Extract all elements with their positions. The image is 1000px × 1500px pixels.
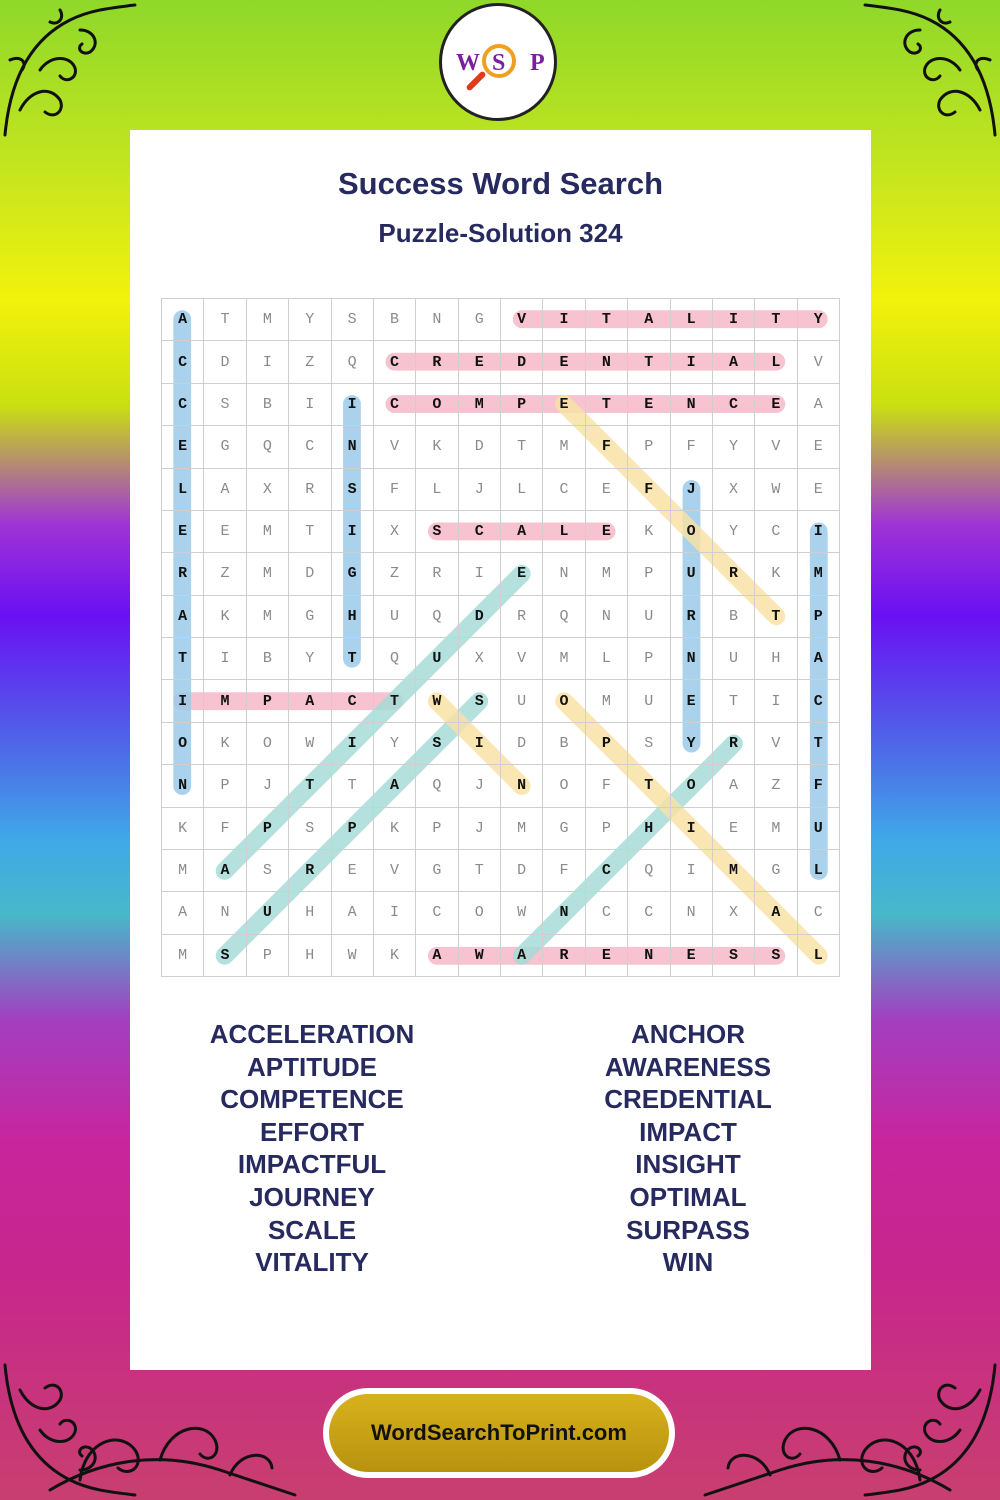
grid-cell: A	[204, 469, 246, 511]
grid-cell: Q	[416, 596, 458, 638]
grid-cell: Z	[204, 553, 246, 595]
grid-cell: S	[459, 680, 501, 722]
grid-cell: I	[332, 723, 374, 765]
grid-cell: D	[459, 426, 501, 468]
grid-cell: A	[798, 384, 840, 426]
grid-cell: A	[162, 299, 204, 341]
grid-cell: C	[459, 511, 501, 553]
grid-cell: S	[713, 935, 755, 977]
grid-cell: R	[713, 553, 755, 595]
grid-cell: H	[289, 892, 331, 934]
grid-cell: Y	[798, 299, 840, 341]
grid-cell: Y	[289, 299, 331, 341]
grid-cell: D	[204, 341, 246, 383]
word-list-item: COMPETENCE	[220, 1084, 404, 1115]
grid-cell: J	[671, 469, 713, 511]
grid-cell: V	[374, 426, 416, 468]
grid-cell: P	[416, 808, 458, 850]
grid-cell: X	[713, 469, 755, 511]
grid-cell: E	[755, 384, 797, 426]
grid-cell: T	[332, 765, 374, 807]
grid-cell: A	[501, 935, 543, 977]
grid-cell: D	[501, 723, 543, 765]
grid-cell: E	[586, 511, 628, 553]
grid-cell: F	[798, 765, 840, 807]
grid-cell: U	[628, 596, 670, 638]
grid-cell: A	[755, 892, 797, 934]
grid-cell: A	[289, 680, 331, 722]
grid-cell: Q	[628, 850, 670, 892]
grid-cell: T	[586, 299, 628, 341]
grid-cell: M	[247, 596, 289, 638]
grid-cell: K	[628, 511, 670, 553]
word-list-left	[162, 1018, 462, 1279]
grid-cell: Q	[416, 765, 458, 807]
grid-cell: S	[332, 469, 374, 511]
grid-cell: I	[798, 511, 840, 553]
grid-cell: A	[162, 892, 204, 934]
grid-cell: M	[543, 426, 585, 468]
grid-cell: C	[416, 892, 458, 934]
grid-cell: P	[798, 596, 840, 638]
grid-cell: F	[374, 469, 416, 511]
grid-cell: O	[543, 765, 585, 807]
grid-cell: R	[162, 553, 204, 595]
grid-cell: R	[543, 935, 585, 977]
grid-cell: P	[247, 808, 289, 850]
grid-cell: A	[713, 765, 755, 807]
grid-cell: T	[798, 723, 840, 765]
grid-cell: M	[543, 638, 585, 680]
grid-cell: T	[374, 680, 416, 722]
grid-cell: T	[289, 765, 331, 807]
grid-cell: I	[671, 808, 713, 850]
grid-cell: O	[416, 384, 458, 426]
grid-cell: T	[755, 299, 797, 341]
grid-cell: T	[713, 680, 755, 722]
grid-cell: C	[374, 384, 416, 426]
grid-cell: K	[755, 553, 797, 595]
grid-cell: C	[713, 384, 755, 426]
grid-cell: Z	[289, 341, 331, 383]
grid-cell: M	[586, 553, 628, 595]
grid-cell: H	[289, 935, 331, 977]
grid-cell: N	[501, 765, 543, 807]
word-list-item: JOURNEY	[249, 1181, 375, 1212]
grid-cell: D	[501, 341, 543, 383]
grid-cell: J	[459, 808, 501, 850]
grid-cell: P	[247, 935, 289, 977]
grid-cell: E	[543, 384, 585, 426]
grid-cell: K	[204, 596, 246, 638]
grid-cell: I	[289, 384, 331, 426]
grid-cell: P	[501, 384, 543, 426]
grid-cell: S	[204, 384, 246, 426]
grid-cell: L	[416, 469, 458, 511]
grid-cell: R	[289, 469, 331, 511]
grid-cell: S	[332, 299, 374, 341]
grid-cell: A	[713, 341, 755, 383]
grid-cell: F	[543, 850, 585, 892]
grid-cell: R	[671, 596, 713, 638]
grid-cell: N	[586, 596, 628, 638]
grid-cell: I	[671, 850, 713, 892]
grid-cell: J	[247, 765, 289, 807]
grid-cell: I	[374, 892, 416, 934]
grid-cell: C	[162, 341, 204, 383]
grid-cell: Q	[374, 638, 416, 680]
grid-cell: L	[671, 299, 713, 341]
grid-cell: U	[501, 680, 543, 722]
word-list-item: CREDENTIAL	[604, 1084, 772, 1115]
grid-cell: M	[501, 808, 543, 850]
grid-cell: Z	[374, 553, 416, 595]
grid-cell: M	[713, 850, 755, 892]
grid-cell: I	[162, 680, 204, 722]
word-list-item: APTITUDE	[247, 1051, 377, 1082]
grid-cell: Q	[247, 426, 289, 468]
grid-cell: S	[289, 808, 331, 850]
grid-cell: X	[374, 511, 416, 553]
grid-cell: A	[162, 596, 204, 638]
grid-cell: M	[162, 850, 204, 892]
word-list-item: AWARENESS	[604, 1051, 772, 1082]
grid-cell: V	[374, 850, 416, 892]
grid-cell: P	[586, 808, 628, 850]
grid-cell: Y	[374, 723, 416, 765]
grid-cell: L	[798, 935, 840, 977]
grid-cell: E	[459, 341, 501, 383]
word-list-item: SURPASS	[626, 1214, 750, 1245]
grid-cell: H	[755, 638, 797, 680]
grid-cell: C	[289, 426, 331, 468]
grid-cell: F	[628, 469, 670, 511]
grid-cell: E	[332, 850, 374, 892]
grid-cell: E	[501, 553, 543, 595]
grid-cell: Z	[755, 765, 797, 807]
website-button[interactable]	[323, 1388, 675, 1478]
word-list-item: ANCHOR	[630, 1019, 746, 1049]
page-title: Success Word Search	[337, 166, 664, 201]
grid-cell: H	[332, 596, 374, 638]
grid-cell: G	[416, 850, 458, 892]
grid-cell: B	[374, 299, 416, 341]
grid-cell: W	[289, 723, 331, 765]
grid-cell: A	[628, 299, 670, 341]
grid-cell: I	[247, 341, 289, 383]
page-subtitle: Puzzle-Solution 324	[378, 218, 623, 248]
grid-cell: P	[628, 553, 670, 595]
grid-cell: A	[204, 850, 246, 892]
grid-cell: U	[374, 596, 416, 638]
grid-cell: I	[671, 341, 713, 383]
corner-ornament-icon	[0, 0, 140, 140]
grid-cell: Y	[671, 723, 713, 765]
grid-cell: U	[628, 680, 670, 722]
grid-cell: M	[586, 680, 628, 722]
grid-cell: A	[416, 935, 458, 977]
grid-cell: L	[543, 511, 585, 553]
grid-cell: N	[628, 935, 670, 977]
grid-cell: V	[798, 341, 840, 383]
grid-cell: L	[586, 638, 628, 680]
grid-cell: R	[501, 596, 543, 638]
grid-cell: L	[162, 469, 204, 511]
grid-cell: M	[459, 384, 501, 426]
grid-cell: M	[798, 553, 840, 595]
grid-cell: A	[374, 765, 416, 807]
grid-cell: K	[374, 808, 416, 850]
website-label: WordSearchToPrint.com	[329, 1394, 669, 1472]
grid-cell: W	[416, 680, 458, 722]
grid-cell: G	[755, 850, 797, 892]
grid-cell: I	[543, 299, 585, 341]
grid-cell: E	[543, 341, 585, 383]
grid-cell: N	[332, 426, 374, 468]
grid-cell: D	[501, 850, 543, 892]
grid-cell: J	[459, 469, 501, 511]
grid-cell: U	[798, 808, 840, 850]
logo-letter: P	[530, 50, 545, 76]
grid-cell: V	[755, 426, 797, 468]
grid-cell: F	[671, 426, 713, 468]
grid-cell: B	[713, 596, 755, 638]
grid-cell: B	[247, 638, 289, 680]
logo-letter: W	[456, 50, 480, 76]
letter-grid	[161, 298, 840, 977]
word-list-item: VITALITY	[255, 1247, 369, 1278]
grid-cell: S	[204, 935, 246, 977]
grid-cell: A	[501, 511, 543, 553]
grid-cell: N	[162, 765, 204, 807]
grid-cell: V	[501, 299, 543, 341]
grid-cell: U	[713, 638, 755, 680]
grid-cell: C	[798, 892, 840, 934]
grid-cell: G	[204, 426, 246, 468]
grid-cell: B	[543, 723, 585, 765]
grid-cell: L	[798, 850, 840, 892]
grid-cell: C	[374, 341, 416, 383]
grid-cell: A	[798, 638, 840, 680]
logo-letter: S	[492, 50, 506, 76]
grid-cell: N	[671, 638, 713, 680]
grid-cell: A	[332, 892, 374, 934]
grid-cell: P	[628, 638, 670, 680]
grid-cell: W	[459, 935, 501, 977]
grid-cell: K	[416, 426, 458, 468]
grid-cell: P	[204, 765, 246, 807]
grid-cell: N	[671, 384, 713, 426]
grid-cell: E	[204, 511, 246, 553]
grid-cell: T	[204, 299, 246, 341]
grid-cell: I	[755, 680, 797, 722]
grid-cell: P	[332, 808, 374, 850]
word-list-item: EFFORT	[260, 1116, 364, 1147]
grid-cell: E	[713, 808, 755, 850]
grid-cell: V	[755, 723, 797, 765]
word-list-item: OPTIMAL	[629, 1181, 747, 1212]
grid-cell: U	[416, 638, 458, 680]
grid-cell: C	[755, 511, 797, 553]
grid-cell: C	[798, 680, 840, 722]
corner-ornament-icon	[860, 0, 1000, 140]
grid-cell: I	[713, 299, 755, 341]
grid-cell: M	[247, 299, 289, 341]
grid-cell: E	[798, 426, 840, 468]
grid-cell: C	[162, 384, 204, 426]
grid-cell: O	[543, 680, 585, 722]
grid-cell: P	[247, 680, 289, 722]
grid-cell: L	[755, 341, 797, 383]
grid-cell: E	[671, 680, 713, 722]
grid-cell: X	[459, 638, 501, 680]
grid-cell: Q	[332, 341, 374, 383]
grid-cell: R	[713, 723, 755, 765]
grid-cell: T	[162, 638, 204, 680]
word-list-item: IMPACTFUL	[237, 1149, 387, 1180]
grid-cell: N	[416, 299, 458, 341]
grid-cell: S	[628, 723, 670, 765]
grid-cell: E	[586, 469, 628, 511]
grid-cell: W	[501, 892, 543, 934]
grid-cell: U	[671, 553, 713, 595]
grid-cell: F	[586, 765, 628, 807]
grid-cell: E	[162, 511, 204, 553]
grid-cell: C	[586, 850, 628, 892]
grid-cell: C	[332, 680, 374, 722]
grid-cell: X	[247, 469, 289, 511]
grid-cell: G	[289, 596, 331, 638]
grid-cell: K	[162, 808, 204, 850]
grid-cell: G	[332, 553, 374, 595]
grid-cell: N	[586, 341, 628, 383]
grid-cell: T	[628, 341, 670, 383]
grid-cell: T	[628, 765, 670, 807]
word-list-item: IMPACT	[639, 1116, 737, 1147]
grid-cell: D	[459, 596, 501, 638]
grid-cell: U	[247, 892, 289, 934]
grid-cell: Y	[713, 426, 755, 468]
grid-cell: M	[755, 808, 797, 850]
grid-cell: N	[204, 892, 246, 934]
grid-cell: H	[628, 808, 670, 850]
grid-cell: T	[459, 850, 501, 892]
grid-cell: N	[543, 892, 585, 934]
grid-cell: P	[628, 426, 670, 468]
grid-cell: R	[416, 341, 458, 383]
grid-cell: M	[162, 935, 204, 977]
grid-cell: O	[247, 723, 289, 765]
grid-cell: I	[332, 384, 374, 426]
site-logo[interactable]	[439, 3, 557, 121]
grid-cell: L	[501, 469, 543, 511]
word-list-item: ACCELERATION	[209, 1019, 415, 1049]
grid-cell: W	[332, 935, 374, 977]
grid-cell: T	[755, 596, 797, 638]
grid-cell: Y	[289, 638, 331, 680]
grid-cell: G	[459, 299, 501, 341]
grid-cell: N	[543, 553, 585, 595]
grid-cell: G	[543, 808, 585, 850]
grid-cell: K	[374, 935, 416, 977]
grid-cell: T	[289, 511, 331, 553]
grid-cell: J	[459, 765, 501, 807]
word-list-item: INSIGHT	[635, 1149, 741, 1180]
grid-cell: B	[247, 384, 289, 426]
grid-cell: E	[671, 935, 713, 977]
grid-cell: C	[543, 469, 585, 511]
grid-cell: S	[755, 935, 797, 977]
grid-cell: T	[586, 384, 628, 426]
grid-cell: Y	[713, 511, 755, 553]
grid-cell: S	[416, 511, 458, 553]
grid-cell: S	[247, 850, 289, 892]
grid-cell: E	[586, 935, 628, 977]
grid-cell: R	[289, 850, 331, 892]
grid-cell: P	[586, 723, 628, 765]
grid-cell: O	[459, 892, 501, 934]
grid-cell: T	[332, 638, 374, 680]
grid-cell: I	[332, 511, 374, 553]
grid-cell: M	[247, 511, 289, 553]
grid-cell: I	[459, 553, 501, 595]
grid-cell: I	[204, 638, 246, 680]
grid-cell: C	[586, 892, 628, 934]
puzzle-panel	[130, 130, 871, 1370]
grid-cell: N	[671, 892, 713, 934]
grid-cell: K	[204, 723, 246, 765]
grid-cell: Q	[543, 596, 585, 638]
grid-cell: O	[671, 765, 713, 807]
word-search-grid	[161, 298, 840, 977]
word-list-item: SCALE	[267, 1214, 357, 1245]
grid-cell: X	[713, 892, 755, 934]
grid-cell: F	[204, 808, 246, 850]
grid-cell: I	[459, 723, 501, 765]
grid-cell: O	[162, 723, 204, 765]
grid-cell: R	[416, 553, 458, 595]
grid-cell: S	[416, 723, 458, 765]
grid-cell: V	[501, 638, 543, 680]
grid-cell: T	[501, 426, 543, 468]
grid-cell: E	[162, 426, 204, 468]
word-list-item: WIN	[662, 1247, 714, 1278]
word-list-right	[538, 1018, 838, 1279]
grid-cell: M	[247, 553, 289, 595]
grid-cell: W	[755, 469, 797, 511]
grid-cell: C	[628, 892, 670, 934]
grid-cell: M	[204, 680, 246, 722]
grid-cell: E	[628, 384, 670, 426]
grid-cell: O	[671, 511, 713, 553]
grid-cell: D	[289, 553, 331, 595]
grid-cell: E	[798, 469, 840, 511]
grid-cell: F	[586, 426, 628, 468]
